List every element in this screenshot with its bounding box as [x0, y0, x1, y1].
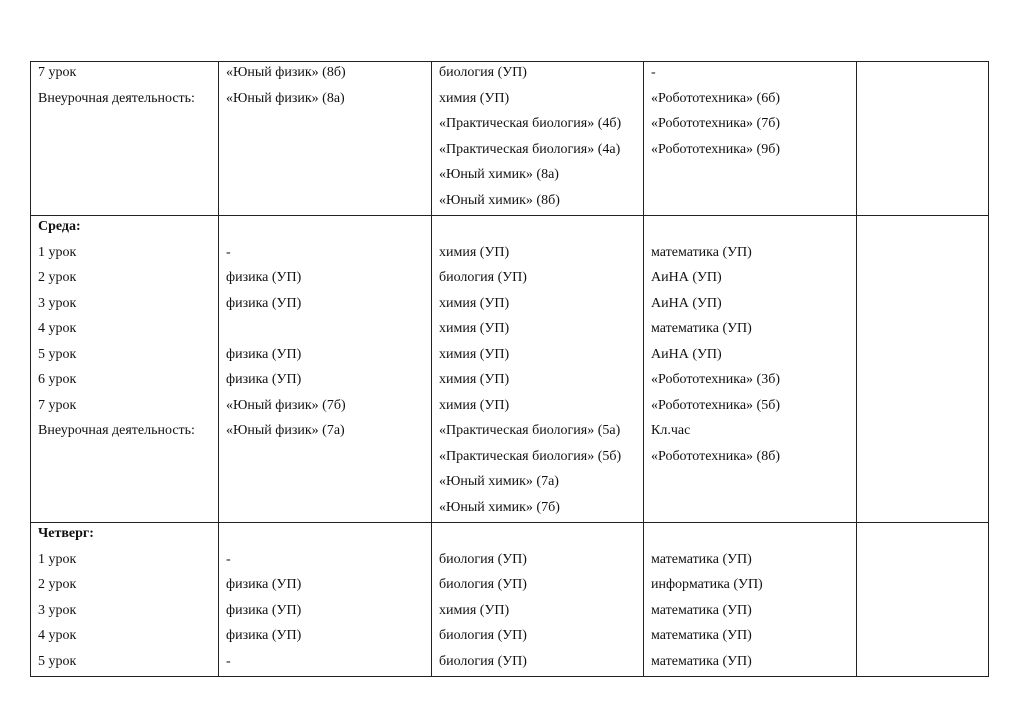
schedule-line: химия (УП) — [439, 295, 510, 311]
day-heading: Среда: — [38, 219, 81, 234]
schedule-line: физика (УП) — [226, 628, 302, 643]
schedule-line: 4 урок — [38, 321, 77, 336]
schedule-line: 3 урок — [38, 295, 77, 311]
schedule-line: «Практическая биология» (4а) — [439, 141, 621, 157]
schedule-line: 1 урок — [38, 551, 77, 567]
schedule-line: «Робототехника» (7б) — [651, 116, 781, 131]
schedule-line: математика (УП) — [651, 551, 752, 567]
day-block-tuesday-tail — [31, 62, 989, 216]
schedule-line: химия (УП) — [439, 602, 510, 618]
day-block-wednesday — [31, 216, 989, 523]
schedule-line — [651, 216, 856, 242]
math-robotics-cell — [644, 62, 857, 216]
schedule-line: «Юный физик» (8б) — [226, 65, 346, 80]
schedule-line: биология (УП) — [439, 577, 527, 592]
schedule-line: «Юный химик» (8а) — [439, 167, 559, 182]
schedule-line: АиНА (УП) — [651, 295, 722, 311]
schedule-line: «Робототехника» (6б) — [651, 90, 781, 106]
schedule-line: химия (УП) — [439, 244, 510, 260]
schedule-line: математика (УП) — [651, 321, 752, 336]
lesson-label-cell — [31, 62, 219, 216]
schedule-line: - — [226, 244, 231, 260]
schedule-line: физика (УП) — [226, 270, 302, 285]
schedule-line: математика (УП) — [651, 602, 752, 618]
lesson-label-cell — [31, 523, 219, 677]
schedule-line: «Робототехника» (9б) — [651, 141, 781, 157]
empty-cell — [857, 216, 989, 523]
schedule-line: математика (УП) — [651, 244, 752, 260]
chem-bio-cell — [432, 216, 644, 523]
schedule-line: химия (УП) — [439, 346, 510, 362]
schedule-line: биология (УП) — [439, 551, 527, 567]
empty-cell — [857, 62, 989, 216]
schedule-line: «Робототехника» (5б) — [651, 397, 781, 413]
schedule-table — [30, 61, 989, 677]
schedule-body — [31, 62, 989, 677]
schedule-line: биология (УП) — [439, 270, 527, 285]
schedule-line: 4 урок — [38, 628, 77, 643]
schedule-line — [651, 523, 856, 549]
schedule-line — [226, 523, 431, 549]
schedule-line: 2 урок — [38, 270, 77, 285]
schedule-line: физика (УП) — [226, 372, 302, 387]
schedule-line: химия (УП) — [439, 397, 510, 413]
schedule-line: «Робототехника» (3б) — [651, 372, 781, 387]
physics-cell — [219, 523, 432, 677]
math-robotics-cell — [644, 216, 857, 523]
schedule-line: 1 урок — [38, 244, 77, 260]
lesson-label-cell — [31, 216, 219, 523]
math-robotics-cell — [644, 523, 857, 677]
physics-cell — [219, 62, 432, 216]
schedule-line — [226, 318, 431, 344]
schedule-line: «Юный химик» (8б) — [439, 192, 560, 208]
schedule-line: - — [226, 551, 231, 567]
schedule-line: - — [651, 65, 656, 80]
schedule-line: информатика (УП) — [651, 577, 763, 592]
schedule-line: «Юный физик» (7б) — [226, 397, 346, 413]
schedule-line: физика (УП) — [226, 577, 302, 592]
schedule-line: химия (УП) — [439, 90, 510, 106]
day-block-thursday — [31, 523, 989, 677]
schedule-line: биология (УП) — [439, 65, 527, 80]
schedule-line: биология (УП) — [439, 653, 527, 669]
schedule-line: биология (УП) — [439, 628, 527, 643]
schedule-line: АиНА (УП) — [651, 346, 722, 362]
schedule-line: физика (УП) — [226, 602, 302, 618]
schedule-line: физика (УП) — [226, 295, 302, 311]
chem-bio-cell — [432, 62, 644, 216]
schedule-line: «Юный химик» (7а) — [439, 474, 559, 489]
schedule-line: «Юный физик» (8а) — [226, 90, 345, 106]
schedule-line — [439, 523, 643, 549]
schedule-line: химия (УП) — [439, 372, 510, 387]
schedule-line: 5 урок — [38, 346, 77, 362]
schedule-line: «Юный химик» (7б) — [439, 499, 560, 515]
schedule-line: АиНА (УП) — [651, 270, 722, 285]
empty-cell — [857, 523, 989, 677]
schedule-line: 7 урок — [38, 65, 77, 80]
day-heading: Четверг: — [38, 526, 94, 541]
schedule-line: математика (УП) — [651, 653, 752, 669]
schedule-line: «Робототехника» (8б) — [651, 448, 781, 464]
schedule-line: - — [226, 653, 231, 669]
schedule-line: 6 урок — [38, 372, 77, 387]
chem-bio-cell — [432, 523, 644, 677]
schedule-line: «Практическая биология» (5а) — [439, 423, 621, 438]
schedule-line: 2 урок — [38, 577, 77, 592]
schedule-line: 3 урок — [38, 602, 77, 618]
schedule-line: 5 урок — [38, 653, 77, 669]
schedule-line: Кл.час — [651, 423, 691, 438]
schedule-line — [226, 216, 431, 242]
physics-cell — [219, 216, 432, 523]
schedule-line: Внеурочная деятельность: — [38, 423, 195, 438]
schedule-line: физика (УП) — [226, 346, 302, 362]
schedule-line: «Юный физик» (7а) — [226, 423, 345, 438]
schedule-line: химия (УП) — [439, 321, 510, 336]
schedule-line: Внеурочная деятельность: — [38, 90, 195, 106]
schedule-line: «Практическая биология» (4б) — [439, 116, 622, 131]
schedule-line — [439, 216, 643, 242]
schedule-line: 7 урок — [38, 397, 77, 413]
schedule-line: «Практическая биология» (5б) — [439, 448, 622, 464]
schedule-line: математика (УП) — [651, 628, 752, 643]
